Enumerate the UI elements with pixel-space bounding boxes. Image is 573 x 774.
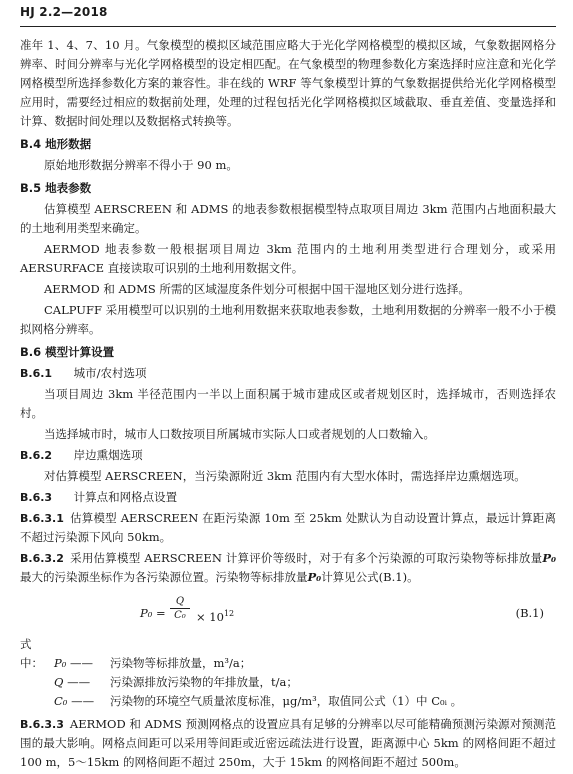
section-b631-paragraph [20,509,556,547]
definition-p0-symbol: P₀ —— [54,656,94,670]
definitions-lead: 式中： [20,637,43,670]
formula-tag: (B.1) [515,606,544,620]
definition-c0-symbol: C₀ —— [54,694,95,708]
section-b632-text-a: 采用估算模型 AERSCREEN 计算评价等级时，对于有多个污染源的可取污染物等标排放量 [69,551,543,565]
section-b62-para-1: 对估算模型 AERSCREEN，当污染源附近 3km 范围内有大型水体时，需选择岸边熏烟选项。 [44,469,526,483]
section-b632-number: B.6.3.2 [20,552,64,565]
section-b5-para-2: AERMOD 地表参数一般根据项目周边 3km 范围内的土地利用类型进行合理划分，或采用 AERSURFACE 直接读取可识别的土地利用数据文件。 [20,242,556,275]
section-b62-number: B.6.2 [20,449,53,462]
section-b632-symbol-p0: P₀ [542,551,556,565]
standard-code-header: HJ 2.2—2018 [20,5,108,19]
formula-numerator: Q [175,596,185,607]
document-body [20,36,556,774]
section-b61-para-2: 当选择城市时，城市人口数按项目所属城市实际人口或者规划的人口数输入。 [44,427,435,441]
section-b61-para-1: 当项目周边 3km 半径范围内一半以上面积属于城市建成区或者规划区时，选择城市，否则选择农村。 [20,387,556,420]
formula-lhs: P₀ = [140,606,166,620]
definition-c0 [20,692,556,711]
formula-exponent: 12 [223,609,235,618]
section-b632-text-b: 最大的污染源坐标作为各污染源位置。污染物等标排放量 [20,570,308,584]
section-b62-heading [20,446,556,465]
formula-denominator: C₀ [170,608,190,622]
section-b632-symbol-p0-second: P₀ [307,570,322,584]
section-b5-para-3: AERMOD 和 ADMS 所需的区域湿度条件划分可根据中国干湿地区划分进行选择。 [44,282,470,296]
section-b61-heading [20,364,556,383]
section-b63-number: B.6.3 [20,491,53,504]
definition-p0 [20,635,556,673]
section-b631-number: B.6.3.1 [20,512,64,525]
section-b5-para-4: CALPUFF 采用模型可以识别的土地利用数据来获取地表参数，土地利用数据的分辨率一般不小于模拟网格分辨率。 [20,303,556,336]
section-b633-paragraph [20,715,556,772]
intro-paragraph: 准年 1、4、7、10 月。气象模型的模拟区域范围应略大于光化学网格模型的模拟区域，气象数据网格分辨率、时间分辨率与光化学网格模型的设定相匹配。在气象模型的物理参数化方案选择时应注意和光化学网格模型所选择参数化方案的兼容性。非在线的 WRF 等气象模型计算的气象数据提供给光化学网格模型应用时，需要经过相应的数据前处理，处理的过程包括光化学网格模拟区域截取、垂直差值、变量选择和计算、数据时间处理以及数据格式转换等。 [20,38,556,128]
section-b63-title: 计算点和网格点设置 [73,490,178,504]
formula-multiplier: × 10 [196,609,224,624]
section-b5-heading: B.5 地表参数 [20,181,92,195]
section-b632-paragraph [20,549,556,587]
section-b633-text: AERMOD 和 ADMS 预测网格点的设置应具有足够的分辨率以尽可能精确预测污染源对预测范围的最大影响。网格点间距可以采用等间距或近密远疏法进行设置，距离源中心 5km 的网格间距不超过 100 m，5～15km 的网格间距不超过 250m，大于 15km 的网格间距不超过 500m。 [20,717,556,769]
formula-b1 [20,593,556,631]
section-b4-heading: B.4 地形数据 [20,137,92,151]
header-rule [20,26,556,27]
section-b632-text-c: 计算见公式(B.1)。 [321,570,419,584]
formula-rhs [196,604,234,627]
definition-q [20,673,556,692]
section-b4-text: 原始地形数据分辨率不得小于 90 m。 [44,158,238,172]
formula-fraction [170,595,190,622]
section-b6-heading: B.6 模型计算设置 [20,345,115,359]
section-b61-number: B.6.1 [20,367,53,380]
section-b61-title: 城市/农村选项 [73,366,147,380]
section-b5-para-1: 估算模型 AERSCREEN 和 ADMS 的地表参数根据模型特点取项目周边 3km 范围内占地面积最大的土地利用类型来确定。 [20,202,556,235]
definition-c0-text: 污染物的环境空气质量浓度标准，μg/m³，取值同公式（1）中 C₀ᵢ 。 [110,694,463,708]
section-b631-text: 估算模型 AERSCREEN 在距污染源 10m 至 25km 处默认为自动设置计算点，最远计算距离不超过污染源下风向 50km。 [20,511,556,544]
definition-p0-text: 污染物等标排放量，m³/a； [110,656,252,670]
definition-q-text: 污染源排放污染物的年排放量，t/a； [110,675,298,689]
section-b62-title: 岸边熏烟选项 [73,448,143,462]
definition-q-symbol: Q —— [54,675,91,689]
section-b633-number: B.6.3.3 [20,718,64,731]
section-b63-heading [20,488,556,507]
